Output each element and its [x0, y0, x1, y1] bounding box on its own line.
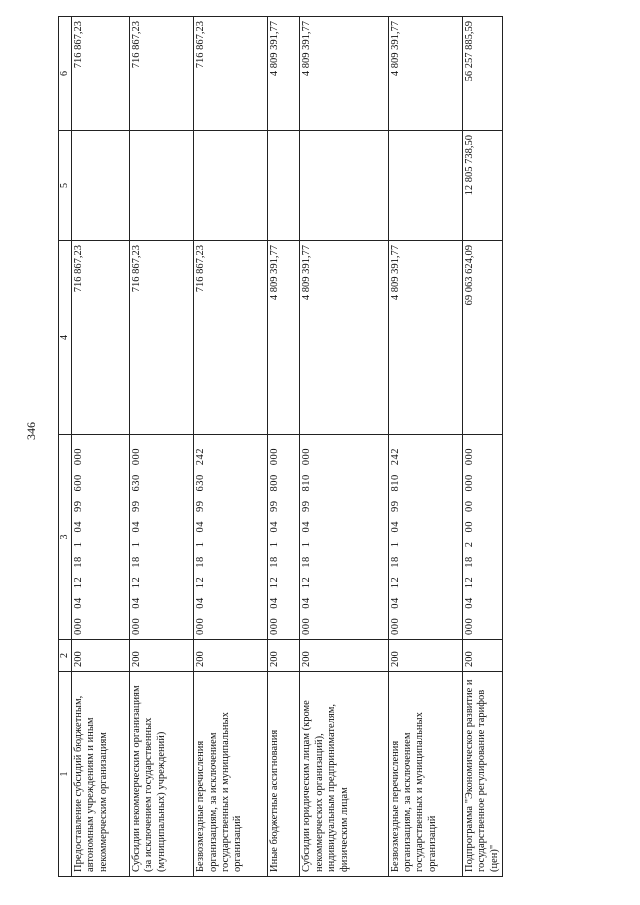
amount-col5-cell — [268, 131, 300, 241]
expense-name-cell: Безвозмездные перечисления организациям, за исключением государственных и муниципальных организаций — [388, 672, 462, 877]
code-segment: 04 — [131, 597, 143, 609]
code-segment: 99 — [269, 500, 281, 512]
table-row — [130, 17, 194, 877]
budget-classification-code-cell — [300, 435, 388, 640]
amount-col6-cell: 716 867,23 — [72, 17, 130, 131]
table-row — [388, 17, 462, 877]
column-header-6: 6 — [59, 17, 72, 131]
code-segment: 04 — [269, 597, 281, 609]
code-segment: 12 — [389, 576, 401, 589]
code-segment: 12 — [195, 576, 207, 589]
table-row — [462, 17, 502, 877]
table-header-row — [59, 17, 72, 877]
code-segment: 600 — [73, 474, 84, 492]
amount-col5-cell — [72, 131, 130, 241]
amount-col6-cell: 4 809 391,77 — [300, 17, 388, 131]
admin-code-cell: 200 — [268, 640, 300, 672]
code-segment: 242 — [389, 448, 401, 466]
amount-col5-cell — [194, 131, 268, 241]
code-segment: 99 — [131, 500, 143, 512]
code-segment: 12 — [301, 576, 313, 589]
code-segment: 000 — [463, 448, 475, 466]
expense-name-cell: Безвозмездные перечисления организациям, за исключением государственных и муниципальных организаций — [194, 672, 268, 877]
code-segment: 1 — [131, 541, 143, 548]
code-segment: 1 — [73, 541, 84, 548]
amount-col5-cell — [300, 131, 388, 241]
budget-classification-code-cell — [462, 435, 502, 640]
budget-classification-code-cell — [194, 435, 268, 640]
amount-col5-cell — [130, 131, 194, 241]
expense-name-cell: Субсидии юридическим лицам (кроме некоммерческих организаций), индивидуальным предпринимателям, физическим лицам — [300, 672, 388, 877]
admin-code-cell: 200 — [72, 640, 130, 672]
code-segment: 000 — [301, 617, 313, 635]
amount-col6-cell: 4 809 391,77 — [268, 17, 300, 131]
amount-col4-cell: 716 867,23 — [130, 241, 194, 435]
amount-col6-cell: 56 257 885,59 — [462, 17, 502, 131]
expense-name-cell: Подпрограмма "Экономическое развитие и государственное регулирование тарифов (цен)" — [462, 672, 502, 877]
expense-name-cell: Иные бюджетные ассигнования — [268, 672, 300, 877]
code-segment: 000 — [463, 474, 475, 492]
code-segment: 1 — [195, 541, 207, 548]
code-segment: 630 — [195, 474, 207, 492]
code-segment: 18 — [301, 556, 313, 568]
code-segment: 800 — [269, 474, 281, 492]
code-segment: 000 — [131, 617, 143, 635]
code-segment: 04 — [389, 597, 401, 609]
code-segment: 99 — [73, 500, 84, 512]
amount-col4-cell: 4 809 391,77 — [300, 241, 388, 435]
amount-col5-cell: 12 805 738,50 — [462, 131, 502, 241]
admin-code-cell: 200 — [462, 640, 502, 672]
table-row — [300, 17, 388, 877]
code-segment: 000 — [73, 617, 84, 635]
code-segment: 000 — [301, 448, 313, 466]
code-segment: 04 — [269, 521, 281, 533]
table-row — [72, 17, 130, 877]
expense-name-cell: Субсидии некоммерческим организациям (за исключением государственных (муниципальных) учреждений) — [130, 672, 194, 877]
code-segment: 12 — [463, 576, 475, 589]
code-segment: 000 — [389, 617, 401, 635]
code-segment: 99 — [389, 500, 401, 512]
admin-code-cell: 200 — [388, 640, 462, 672]
code-segment: 00 — [463, 500, 475, 512]
code-segment: 18 — [269, 556, 281, 568]
amount-col5-cell — [388, 131, 462, 241]
code-segment: 04 — [463, 597, 475, 609]
amount-col6-cell: 4 809 391,77 — [388, 17, 462, 131]
budget-table — [58, 16, 503, 877]
code-segment: 000 — [269, 448, 281, 466]
code-segment: 00 — [463, 521, 475, 533]
code-segment: 1 — [389, 541, 401, 548]
table-row — [194, 17, 268, 877]
page-number: 346 — [24, 422, 38, 440]
code-segment: 000 — [195, 617, 207, 635]
code-segment: 18 — [131, 556, 143, 568]
code-segment: 000 — [269, 617, 281, 635]
code-segment: 000 — [463, 617, 475, 635]
code-segment: 2 — [463, 541, 475, 548]
column-header-4: 4 — [59, 241, 72, 435]
column-header-1: 1 — [59, 672, 72, 877]
code-segment: 04 — [131, 521, 143, 533]
code-segment: 99 — [301, 500, 313, 512]
table-row — [268, 17, 300, 877]
expense-name-cell: Предоставление субсидий бюджетным, автономным учреждениям и иным некоммерческим организациям — [72, 672, 130, 877]
code-segment: 18 — [463, 556, 475, 568]
budget-classification-code-cell — [130, 435, 194, 640]
amount-col4-cell: 4 809 391,77 — [388, 241, 462, 435]
code-segment: 04 — [301, 521, 313, 533]
code-segment: 1 — [269, 541, 281, 548]
code-segment: 810 — [389, 474, 401, 492]
amount-col4-cell: 69 063 624,09 — [462, 241, 502, 435]
budget-classification-code-cell — [72, 435, 130, 640]
code-segment: 810 — [301, 474, 313, 492]
code-segment: 18 — [389, 556, 401, 568]
code-segment: 04 — [195, 597, 207, 609]
code-segment: 18 — [195, 556, 207, 568]
budget-classification-code-cell — [268, 435, 300, 640]
amount-col4-cell: 4 809 391,77 — [268, 241, 300, 435]
column-header-2: 2 — [59, 640, 72, 672]
code-segment: 000 — [73, 448, 84, 466]
column-header-5: 5 — [59, 131, 72, 241]
code-segment: 04 — [195, 521, 207, 533]
amount-col6-cell: 716 867,23 — [194, 17, 268, 131]
code-segment: 04 — [301, 597, 313, 609]
code-segment: 1 — [301, 541, 313, 548]
code-segment: 12 — [73, 576, 84, 589]
admin-code-cell: 200 — [194, 640, 268, 672]
code-segment: 18 — [73, 556, 84, 568]
amount-col4-cell: 716 867,23 — [194, 241, 268, 435]
rotated-page-content — [58, 17, 503, 877]
budget-classification-code-cell — [388, 435, 462, 640]
code-segment: 630 — [131, 474, 143, 492]
code-segment: 04 — [389, 521, 401, 533]
code-segment: 12 — [131, 576, 143, 589]
admin-code-cell: 200 — [300, 640, 388, 672]
code-segment: 04 — [73, 597, 84, 609]
code-segment: 04 — [73, 521, 84, 533]
code-segment: 99 — [195, 500, 207, 512]
column-header-3: 3 — [59, 435, 72, 640]
amount-col6-cell: 716 867,23 — [130, 17, 194, 131]
amount-col4-cell: 716 867,23 — [72, 241, 130, 435]
code-segment: 000 — [131, 448, 143, 466]
code-segment: 12 — [269, 576, 281, 589]
code-segment: 242 — [195, 448, 207, 466]
admin-code-cell: 200 — [130, 640, 194, 672]
